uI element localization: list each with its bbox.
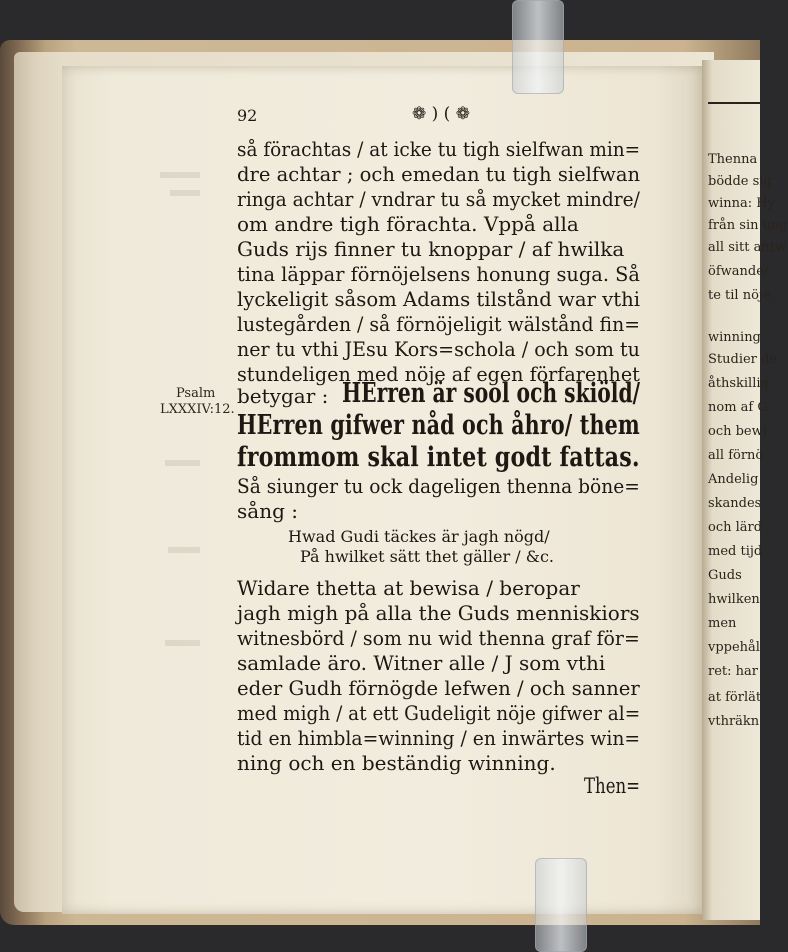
body-line: tid en himbla=winning / en inwärtes win=	[237, 726, 641, 750]
emphasis-line-1: HErren är sool och skiöld/	[342, 378, 641, 409]
margin-note-reference: LXXXIV:12.	[160, 402, 235, 417]
body-line: stundeligen med nöje af egen förfarenhet	[237, 362, 640, 386]
next-page-fragment: men	[708, 616, 737, 631]
next-page-rule	[708, 102, 760, 104]
next-page-fragment: winna: Hy	[708, 196, 775, 211]
next-page-fragment: vppehål	[708, 640, 760, 655]
body-line: ning och en beständig winning.	[237, 751, 556, 775]
body-line: jagh migh på alla the Guds menniskiors	[237, 601, 640, 625]
next-page-fragment: ret: har	[708, 664, 758, 679]
next-page-fragment: åthskillig	[708, 376, 769, 391]
body-line: Guds rijs finner tu knoppar / af hwilka	[237, 237, 625, 261]
body-line: Så siunger tu ock dageligen thenna böne=	[237, 474, 640, 498]
next-page-fragment: Studier de	[708, 352, 778, 367]
body-line: sång :	[237, 499, 298, 523]
margin-note-psalm: Psalm	[176, 386, 216, 401]
body-line: dre achtar ; och emedan tu tigh sielfwan	[237, 162, 641, 186]
next-page-fragment: nom af G	[708, 400, 768, 415]
next-page-fragment: från sin ung	[708, 218, 788, 233]
book-clip-top	[512, 0, 564, 94]
page-number: 92	[237, 106, 258, 125]
next-page-fragment: winning	[708, 330, 761, 345]
next-page-fragment: och bewi	[708, 424, 767, 439]
body-line: om andre tigh förachta. Vppå alla	[237, 212, 579, 236]
hymn-verse-line: Hwad Gudi täckes är jagh nögd/	[288, 527, 550, 546]
next-page-fragment: Thenna	[708, 152, 758, 167]
body-line: tina läppar förnöjelsens honung suga. Så	[237, 262, 640, 286]
body-line: så förachtas / at icke tu tigh sielfwan min=	[237, 137, 641, 161]
catchword: Then=	[584, 774, 641, 798]
next-page-fragment: hwilken	[708, 592, 760, 607]
next-page-fragment: öfwande/	[708, 264, 769, 279]
emphasis-line-2: HErren gifwer nåd och åhro/ them	[237, 410, 640, 441]
body-line: lustegården / så förnöjeligit wälstånd fin=	[237, 312, 640, 336]
body-line: samlade äro. Witner alle / J som vthi	[237, 651, 606, 675]
next-page-fragment: te til nöje	[708, 288, 771, 303]
next-page-fragment: at förlät	[708, 690, 762, 705]
bleed-through-mark	[165, 460, 200, 466]
next-page-fragment: Andelig	[708, 472, 759, 487]
body-line: ringa achtar / vndrar tu så mycket mindre/	[237, 187, 640, 211]
next-page-fragment: vthräkn	[708, 714, 760, 729]
next-page-fragment: bödde sig	[708, 174, 772, 189]
bleed-through-mark	[168, 547, 200, 553]
body-line: witnesbörd / som nu wid thenna graf för=	[237, 626, 640, 650]
bleed-through-mark	[170, 190, 200, 196]
body-line: eder Gudh förnögde lefwen / och sanner	[237, 676, 640, 700]
header-ornament: ❁ ) ( ❁	[412, 104, 470, 124]
body-line: lyckeligit såsom Adams tilstånd war vthi	[237, 287, 641, 311]
emphasis-line-3: frommom skal intet godt fattas.	[237, 442, 640, 473]
next-page	[702, 60, 763, 920]
hymn-verse-line: På hwilket sätt thet gäller / &c.	[300, 547, 554, 566]
body-line: med migh / at ett Gudeligit nöje gifwer al=	[237, 701, 641, 725]
bleed-through-mark	[165, 640, 200, 646]
next-page-fragment: med tijd	[708, 544, 763, 559]
body-line: ner tu vthi JEsu Kors=schola / och som tu	[237, 337, 640, 361]
bleed-through-mark	[160, 172, 200, 178]
next-page-fragment: all sitt antw	[708, 240, 787, 255]
next-page-fragment: Guds	[708, 568, 742, 583]
next-page-fragment: och lärd	[708, 520, 763, 535]
next-page-fragment: all förnö	[708, 448, 764, 463]
emphasis-prefix: betygar :	[237, 384, 329, 408]
next-page-fragment: skandes	[708, 496, 762, 511]
book-clip-bottom	[535, 858, 587, 952]
body-line: Widare thetta at bewisa / beropar	[237, 576, 580, 600]
